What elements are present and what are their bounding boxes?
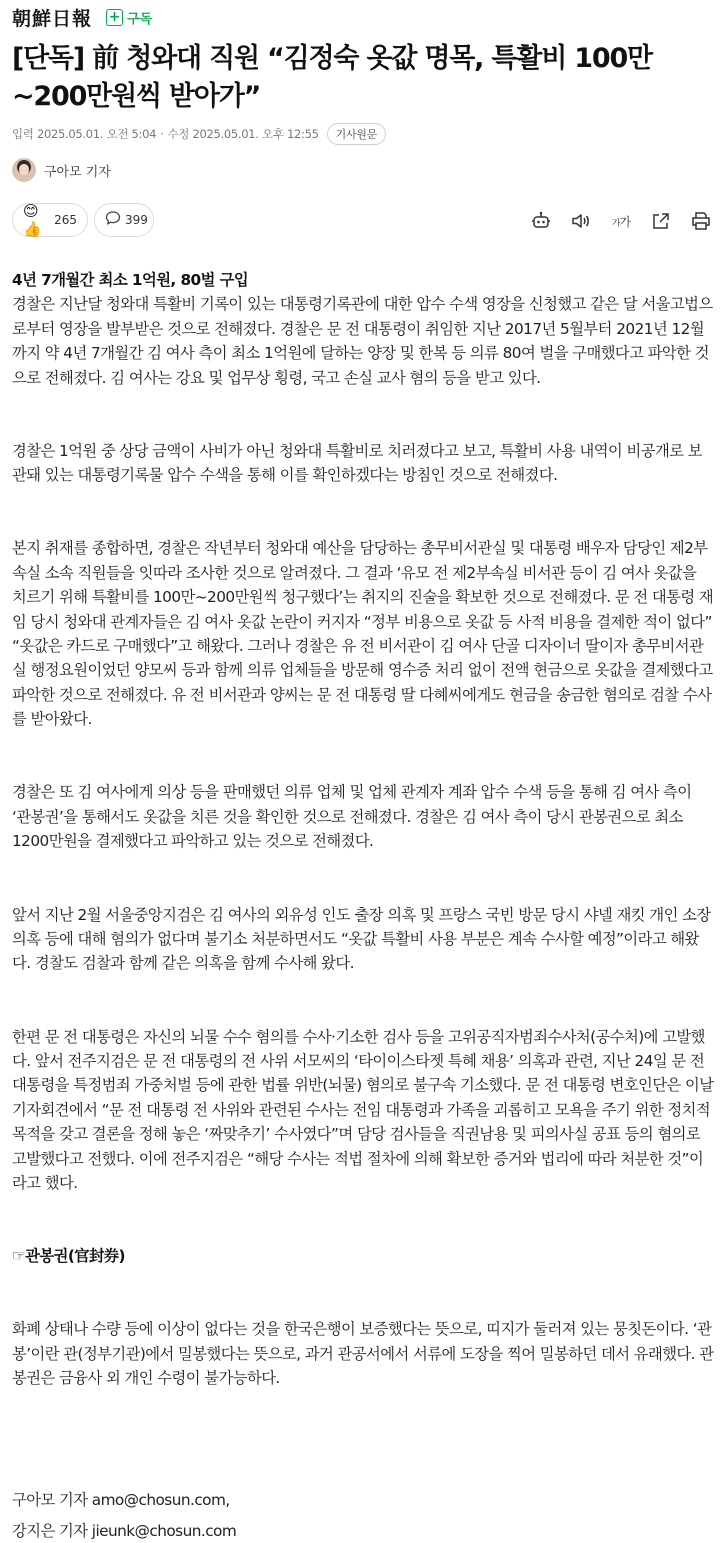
paragraph: 경찰은 또 김 여사에게 의상 등을 판매했던 의류 업체 및 업체 관계자 계좌 압수 수색 등을 통해 김 여사 측이 ‘관봉권’을 통해서도 옷값을 치른 것을 확인한 것으로 전해졌다. 경찰은 김 여사 측이 당시 관봉권으로 최소 1200만원을 결제했다고 파악하고 있는 것으로 전해졌다. xyxy=(12,783,692,851)
glossary-text: 화폐 상태나 수량 등에 이상이 없다는 것을 한국은행이 보증했다는 뜻으로, 띠지가 둘러져 있는 뭉칫돈이다. ‘관봉’이란 관(정부기관)에서 밀봉했다는 뜻으로, 과거 관공서에서 서류에 도장을 찍어 밀봉하던 데서 유래했다. 관봉권은 금융사 외 개인 수령이 불가능하다. xyxy=(12,1320,714,1388)
reaction-button[interactable] xyxy=(12,203,88,237)
avatar xyxy=(12,158,36,182)
comment-icon xyxy=(105,210,121,230)
comment-button[interactable] xyxy=(94,203,154,237)
reaction-emoji-icon: 😊👍 xyxy=(23,202,42,238)
article-toolbar xyxy=(528,208,714,234)
byline: 구아모 기자 amo@chosun.com, xyxy=(12,1491,230,1510)
plus-icon: + xyxy=(106,9,123,26)
font-size-icon: 가가 xyxy=(611,214,631,229)
article-subhead: 4년 7개월간 최소 1억원, 80벌 구입 xyxy=(12,271,249,289)
comment-count: 399 xyxy=(125,213,148,227)
reaction-count: 265 xyxy=(54,213,77,227)
robot-icon xyxy=(530,210,552,232)
author-name: 구아모 기자 xyxy=(44,164,111,180)
print-icon xyxy=(690,210,712,232)
modified-time: 수정 2025.05.01. 오후 12:55 xyxy=(167,127,319,141)
ai-summary-button[interactable] xyxy=(528,208,554,234)
subscribe-button[interactable] xyxy=(106,8,152,27)
original-article-button[interactable]: 기사원문 xyxy=(327,123,386,145)
logo[interactable]: 朝鮮日報 xyxy=(12,7,93,30)
article-meta xyxy=(12,122,386,146)
paragraph: 경찰은 1억원 중 상당 금액이 사비가 아닌 청와대 특활비로 치러졌다고 보고, 특활비 사용 내역이 비공개로 보관돼 있는 대통령기록물 압수 수색을 통해 이를 확인하겠다는 방침인 것으로 전해졌다. xyxy=(12,441,702,485)
article-title: [단독] 前 청와대 직원 “김정숙 옷값 명목, 특활비 100만~200만원씩 받아가” xyxy=(12,43,652,112)
share-button[interactable] xyxy=(648,208,674,234)
paragraph: 경찰은 지난달 청와대 특활비 기록이 있는 대통령기록관에 대한 압수 수색 영장을 신청했고 같은 달 서울고법으로부터 영장을 발부받은 것으로 전해졌다. 경찰은 문 전 대통령이 취임한 지난 2017년 5월부터 2021년 12월까지 약 4년 7개월간 김 여사 측이 최소 1억원에 달하는 양장 및 한복 등 의류 80여 벌을 구매했다고 파악한 것으로 전해졌다. 김 여사는 강요 및 업무상 횡령, 국고 손실 교사 혐의 등을 받고 있다. xyxy=(12,295,713,387)
published-time: 입력 2025.05.01. 오전 5:04 xyxy=(12,127,157,141)
paragraph: 앞서 지난 2월 서울중앙지검은 김 여사의 외유성 인도 출장 의혹 및 프랑스 국빈 방문 당시 샤넬 재킷 개인 소장 의혹 등에 대해 혐의가 없다며 불기소 처분하면서도 “옷값 특활비 사용 부분은 계속 수사할 예정”이라고 해왔다. 경찰도 검찰과 함께 같은 의혹을 함께 수사해 왔다. xyxy=(12,905,711,973)
author[interactable] xyxy=(12,156,111,184)
listen-button[interactable] xyxy=(568,208,594,234)
speaker-icon xyxy=(570,210,592,232)
share-icon xyxy=(650,210,672,232)
print-button[interactable] xyxy=(688,208,714,234)
article-body xyxy=(12,268,714,1543)
header xyxy=(12,4,152,30)
byline: 강지은 기자 jieunk@chosun.com xyxy=(12,1521,237,1540)
subscribe-label: 구독 xyxy=(127,11,153,27)
font-size-button[interactable] xyxy=(608,208,634,234)
paragraph: 본지 취재를 종합하면, 경찰은 작년부터 청와대 예산을 담당하는 총무비서관실 및 대통령 배우자 담당인 제2부속실 소속 직원들을 잇따라 조사한 것으로 알려졌다. 그 결과 ‘유모 전 제2부속실 비서관 등이 김 여사 옷값을 치르기 위해 특활비를 100만~200만원씩 청구했다’는 취지의 진술을 확보한 것으로 전해졌다. 문 전 대통령 재임 당시 청와대 관계자들은 김 여사 옷값 논란이 커지자 “정부 비용으로 옷값 등 사적 비용을 결제한 적이 없다” “옷값은 카드로 구매했다”고 해왔다. 그러나 경찰은 유 전 비서관이 김 여사 단골 디자이너 딸이자 총무비서관실 행정요원이었던 양모씨 등과 함께 의류 업체들을 방문해 영수증 처리 없이 전액 현금으로 옷값을 결제했다고 파악한 것으로 전해졌다. 유 전 비서관과 양씨는 문 전 대통령 딸 다혜씨에게도 현금을 송금한 혐의로 검찰 수사를 받아왔다. xyxy=(12,539,714,729)
paragraph: 한편 문 전 대통령은 자신의 뇌물 수수 혐의를 수사·기소한 검사 등을 고위공직자범죄수사처(공수처)에 고발했다. 앞서 전주지검은 문 전 대통령의 전 사위 서모씨의 ‘타이이스타젯 특혜 채용’ 의혹과 관련, 지난 24일 문 전 대통령을 특정범죄 가중처벌 등에 관한 법률 위반(뇌물) 혐의로 불구속 기소했다. 문 전 대통령 변호인단은 이날 기자회견에서 “문 전 대통령 전 사위와 관련된 수사는 전임 대통령과 가족을 괴롭히고 모욕을 주기 위한 정치적 목적을 갖고 결론을 정해 놓은 ‘짜맞추기’ 수사였다”며 담당 검사들을 직권남용 및 피의사실 공표 등의 혐의로 고발했다고 전했다. 이에 전주지검은 “해당 수사는 적법 절차에 의해 확보한 증거와 법리에 따라 처분한 것”이라고 했다. xyxy=(12,1027,714,1192)
glossary-title: ☞관봉권(官封券) xyxy=(12,1247,125,1266)
meta-separator: · xyxy=(160,127,164,141)
